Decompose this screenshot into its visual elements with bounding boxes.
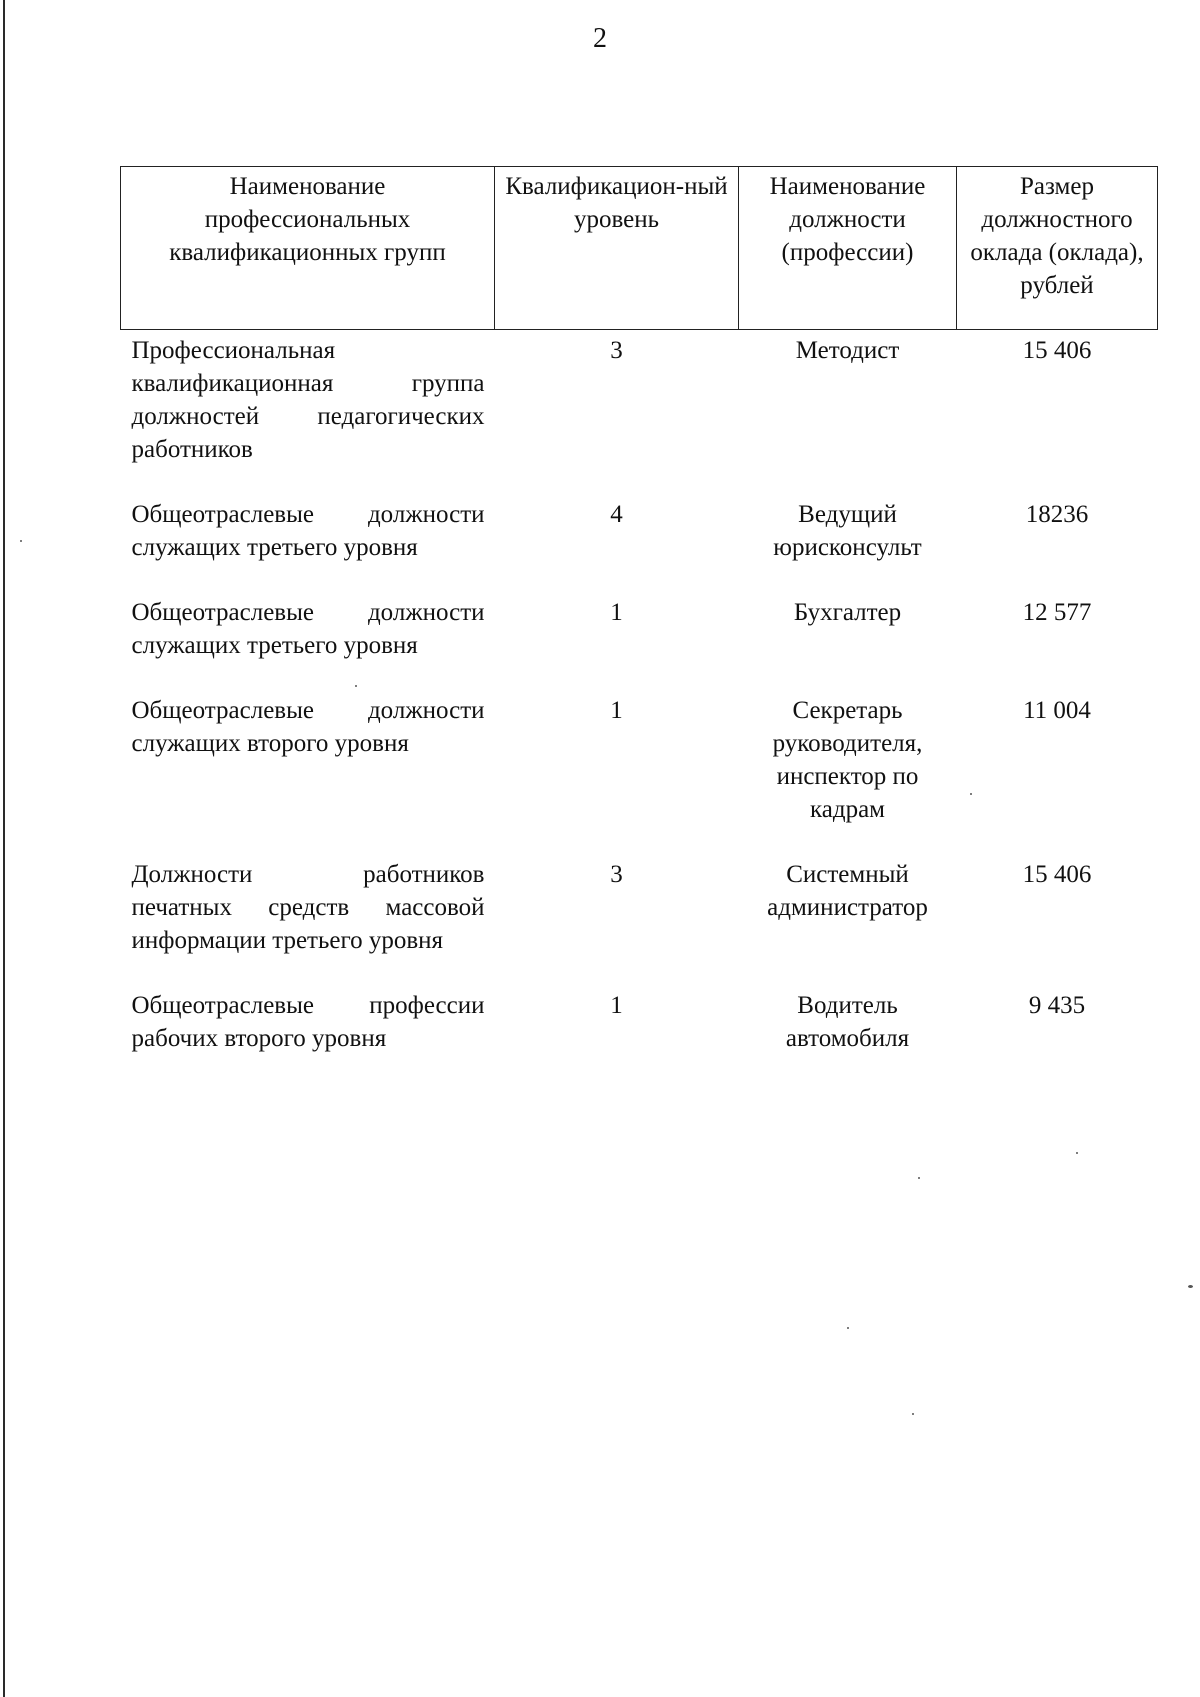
table-row	[121, 858, 1158, 989]
header-qualification-level: Квалификацион-ный уровень	[495, 167, 739, 330]
table-body	[121, 330, 1158, 1088]
table-row	[121, 498, 1158, 596]
header-position-name: Наименование должности (профессии)	[739, 167, 957, 330]
salary-cell: 11 004	[1023, 697, 1091, 724]
level-cell: 3	[610, 337, 623, 364]
group-cell: Общеотраслевые должности служащих второго уровня	[131, 697, 485, 757]
scan-speck	[1188, 1285, 1193, 1288]
salary-table	[120, 166, 1158, 1087]
position-cell: Водитель автомобиля	[785, 992, 910, 1052]
table-row	[121, 330, 1158, 499]
group-cell: Общеотраслевые должности служащих третьего уровня	[131, 501, 485, 561]
level-cell: 1	[610, 992, 623, 1019]
scan-speck	[912, 1413, 914, 1415]
level-cell: 1	[610, 697, 623, 724]
group-cell: Должности работников печатных средств массовой информации третьего уровня	[131, 861, 485, 954]
salary-cell: 15 406	[1022, 337, 1092, 364]
scan-speck	[970, 793, 972, 795]
salary-cell: 12 577	[1022, 599, 1092, 626]
header-row	[121, 167, 1158, 330]
salary-cell: 15 406	[1022, 861, 1092, 888]
salary-cell: 18236	[1025, 501, 1089, 528]
position-cell: Системный администратор	[767, 861, 928, 921]
position-cell: Ведущий юрисконсульт	[773, 501, 922, 561]
page-number: 2	[593, 23, 607, 54]
scan-speck	[918, 1177, 920, 1179]
table-header	[121, 167, 1158, 330]
header-professional-groups: Наименование профессиональных квалификационных групп	[121, 167, 495, 330]
table-row	[121, 694, 1158, 858]
group-cell: Общеотраслевые профессии рабочих второго уровня	[131, 992, 485, 1052]
scan-speck	[20, 540, 22, 542]
scan-speck	[1076, 1152, 1078, 1154]
table-row	[121, 596, 1158, 694]
scan-speck	[847, 1327, 849, 1329]
header-salary-size: Размер должностного оклада (оклада), рублей	[957, 167, 1158, 330]
salary-cell: 9 435	[1028, 992, 1086, 1019]
level-cell: 1	[610, 599, 623, 626]
position-cell: Методист	[795, 337, 900, 364]
scan-speck	[355, 685, 357, 687]
level-cell: 4	[610, 501, 623, 528]
position-cell: Бухгалтер	[793, 599, 902, 626]
level-cell: 3	[610, 861, 623, 888]
scan-border-line	[3, 0, 5, 1697]
group-cell: Общеотраслевые должности служащих третьего уровня	[131, 599, 485, 659]
table-row	[121, 989, 1158, 1087]
position-cell: Секретарь руководителя, инспектор по кадрам	[772, 697, 923, 823]
group-cell: Профессиональная квалификационная группа должностей педагогических работников	[131, 337, 485, 463]
